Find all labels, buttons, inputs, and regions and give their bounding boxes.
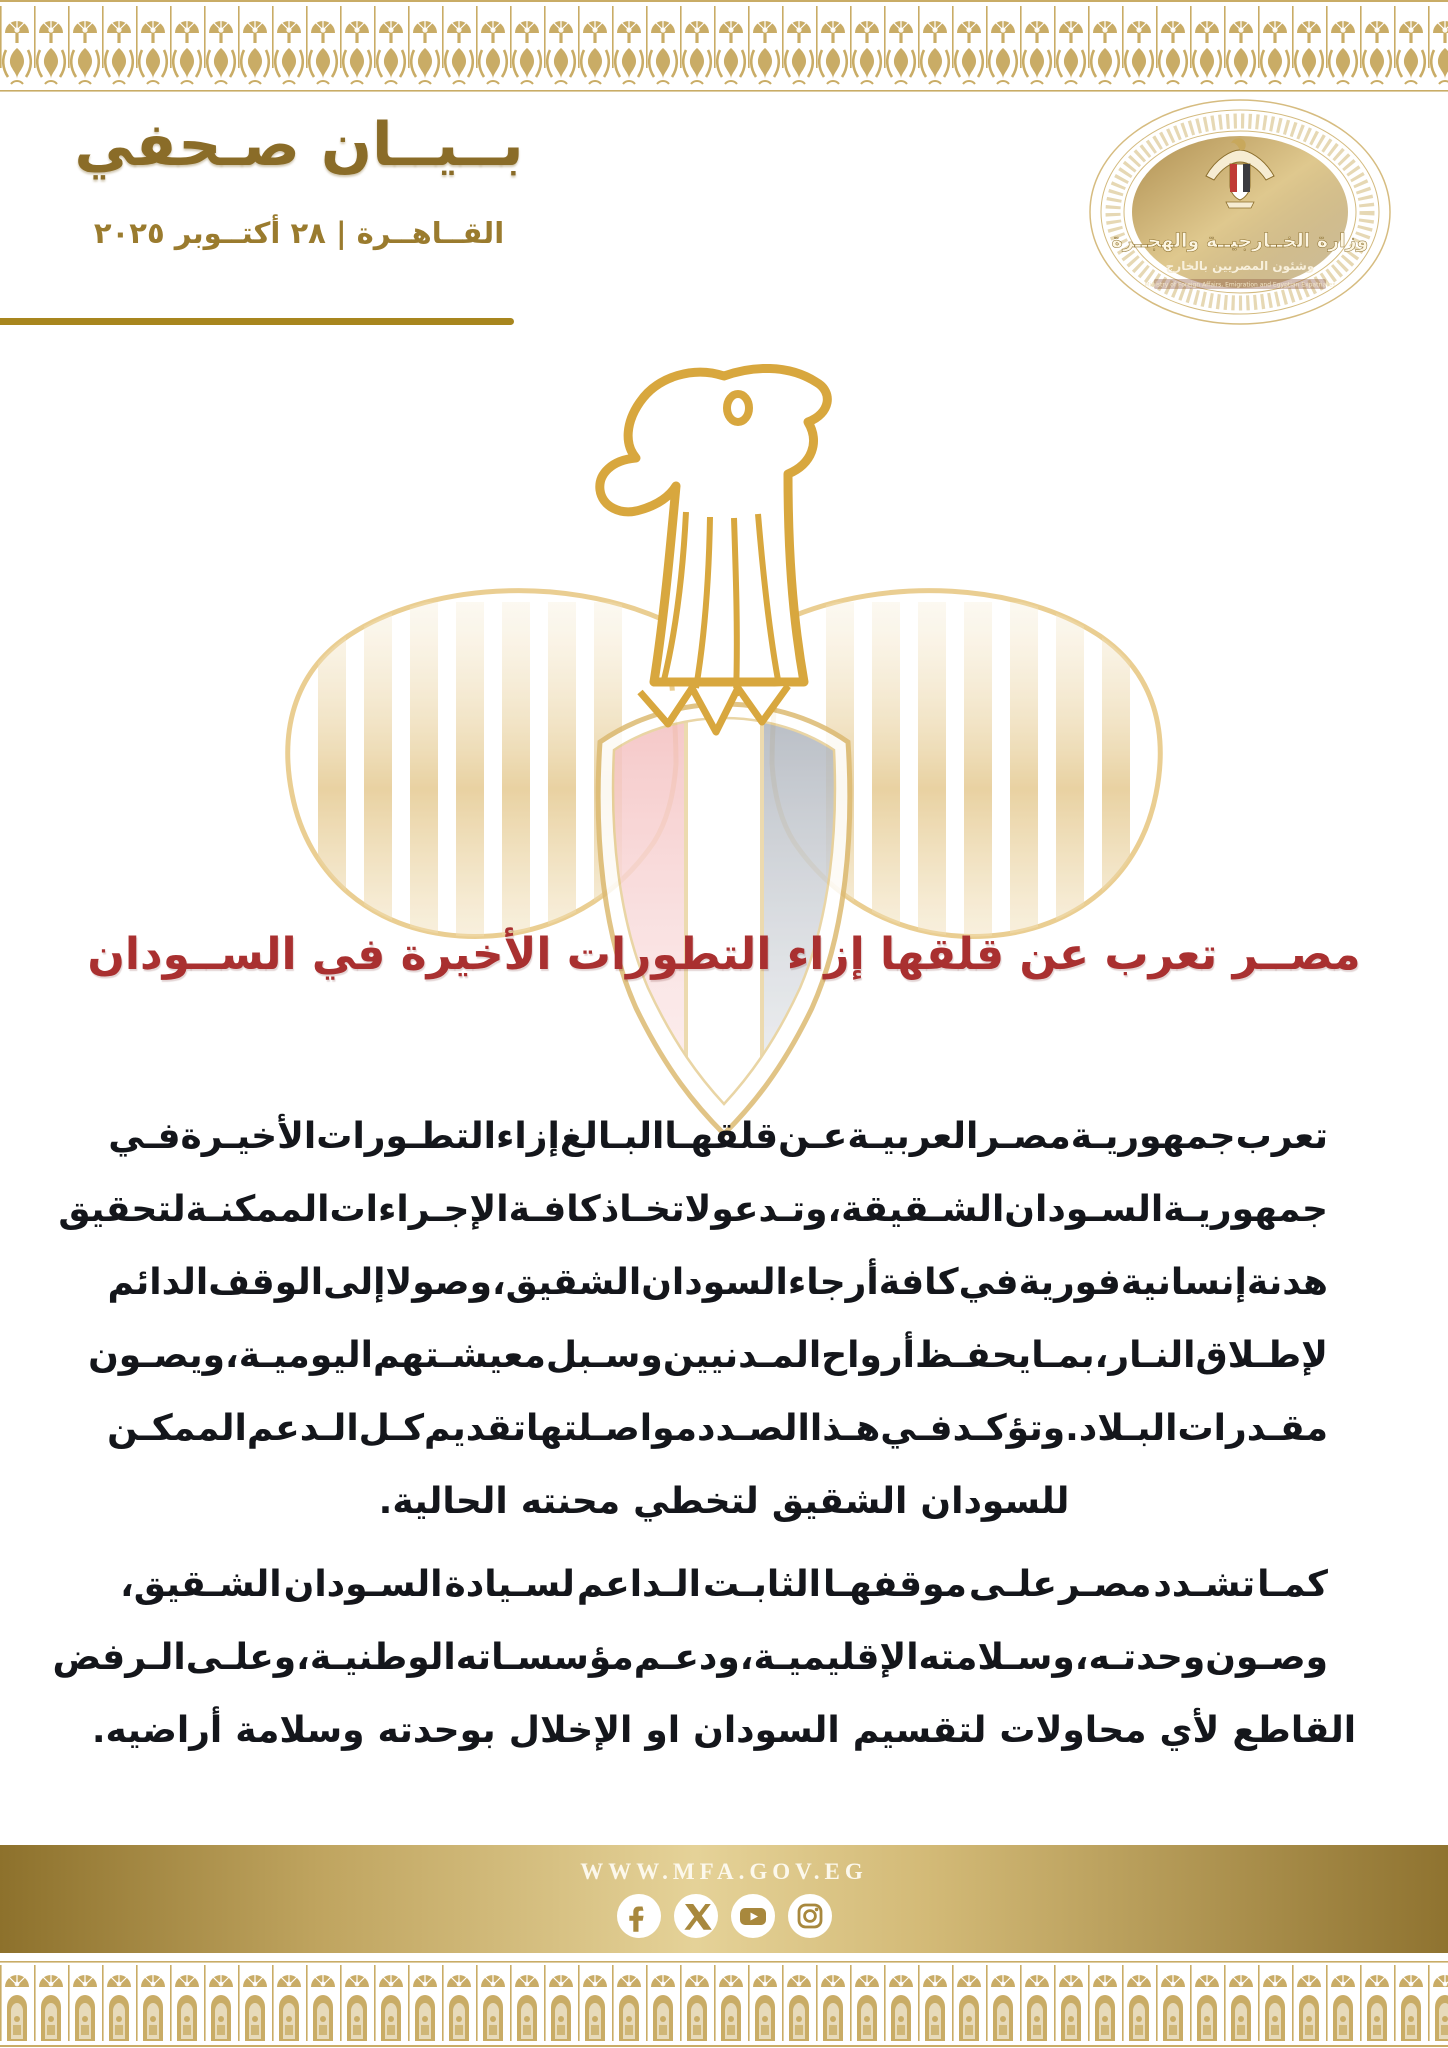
bottom-ornament-border (0, 1961, 1448, 2048)
seal-ministry-en: Ministry of Foreign Affairs, Emigration and Egyptian Expatriates (1144, 281, 1336, 289)
facebook-icon[interactable] (617, 1894, 661, 1938)
social-icons-row (0, 1894, 1448, 1938)
statement-line: كمـا تشـدد مصـر علـى موقفهـا الثابـت الـداعم لسـيادة السـودان الشـقيق، (120, 1564, 1328, 1605)
statement-line: هدنة إنسانية فورية في كافة أرجاء السودان الشقيق، وصولا إلى الوقف الدائم (107, 1262, 1328, 1303)
paragraph (52, 1548, 1357, 1767)
statement-line: مقـدرات البـلاد. وتؤكـد فـي هـذا الصـدد مواصـلتها تقديم كـل الـدعم الممكـن (107, 1408, 1328, 1449)
top-ornament-border (0, 0, 1448, 94)
statement-line: جمهوريـة السـودان الشـقيقة، وتـدعو لاتخـاذ كافـة الإجـراءات الممكنـة لتحقيق (58, 1189, 1328, 1230)
statement-line: لإطـلاق النـار، بمـا يحفـظ أرواح المـدنيين وسـبل معيشـتهم اليوميـة، ويصـون (88, 1335, 1328, 1376)
footer-band (0, 1845, 1448, 1953)
statement-line: القاطع لأي محاولات لتقسيم السودان او الإخلال بوحدته وسلامة أراضيه. (91, 1710, 1357, 1751)
statement-line: وصـون وحدتـه، وسـلامته الإقليميـة، ودعـم مؤسسـاته الوطنيـة، وعلـى الـرفض (52, 1637, 1328, 1678)
watermark-shield (598, 704, 850, 1134)
statement-headline: مصــر تعرب عن قلقها إزاء التطورات الأخيرة في الســودان (87, 929, 1361, 980)
press-statement-title: بــيــان صـحفي (74, 110, 524, 180)
ministry-seal (1084, 94, 1396, 330)
x-icon[interactable] (674, 1894, 718, 1938)
website-url: WWW.MFA.GOV.EG (580, 1859, 868, 1884)
paragraph (58, 1100, 1328, 1538)
statement-line: للسودان الشقيق لتخطي محنته الحالية. (378, 1481, 1070, 1522)
masthead (60, 100, 538, 250)
seal-ministry-ar: وزارة الخــارجيــة والهجــرة (1111, 230, 1369, 252)
youtube-icon[interactable] (731, 1894, 775, 1938)
seal-ministry-sub-ar: وشئون المصريين بالخارج (1165, 259, 1315, 273)
gold-rule (0, 318, 514, 325)
statement-line: تعرب جمهوريـة مصـر العربيـة عـن قلقهـا البـالغ إزاء التطـورات الأخيـرة فـي (108, 1116, 1328, 1157)
dateline: القــاهــرة | ٢٨ أكتــوبر ٢٠٢٥ (93, 216, 505, 250)
eagle-watermark (260, 362, 1180, 1162)
instagram-icon[interactable] (788, 1894, 832, 1938)
statement-body (52, 1100, 1357, 1767)
